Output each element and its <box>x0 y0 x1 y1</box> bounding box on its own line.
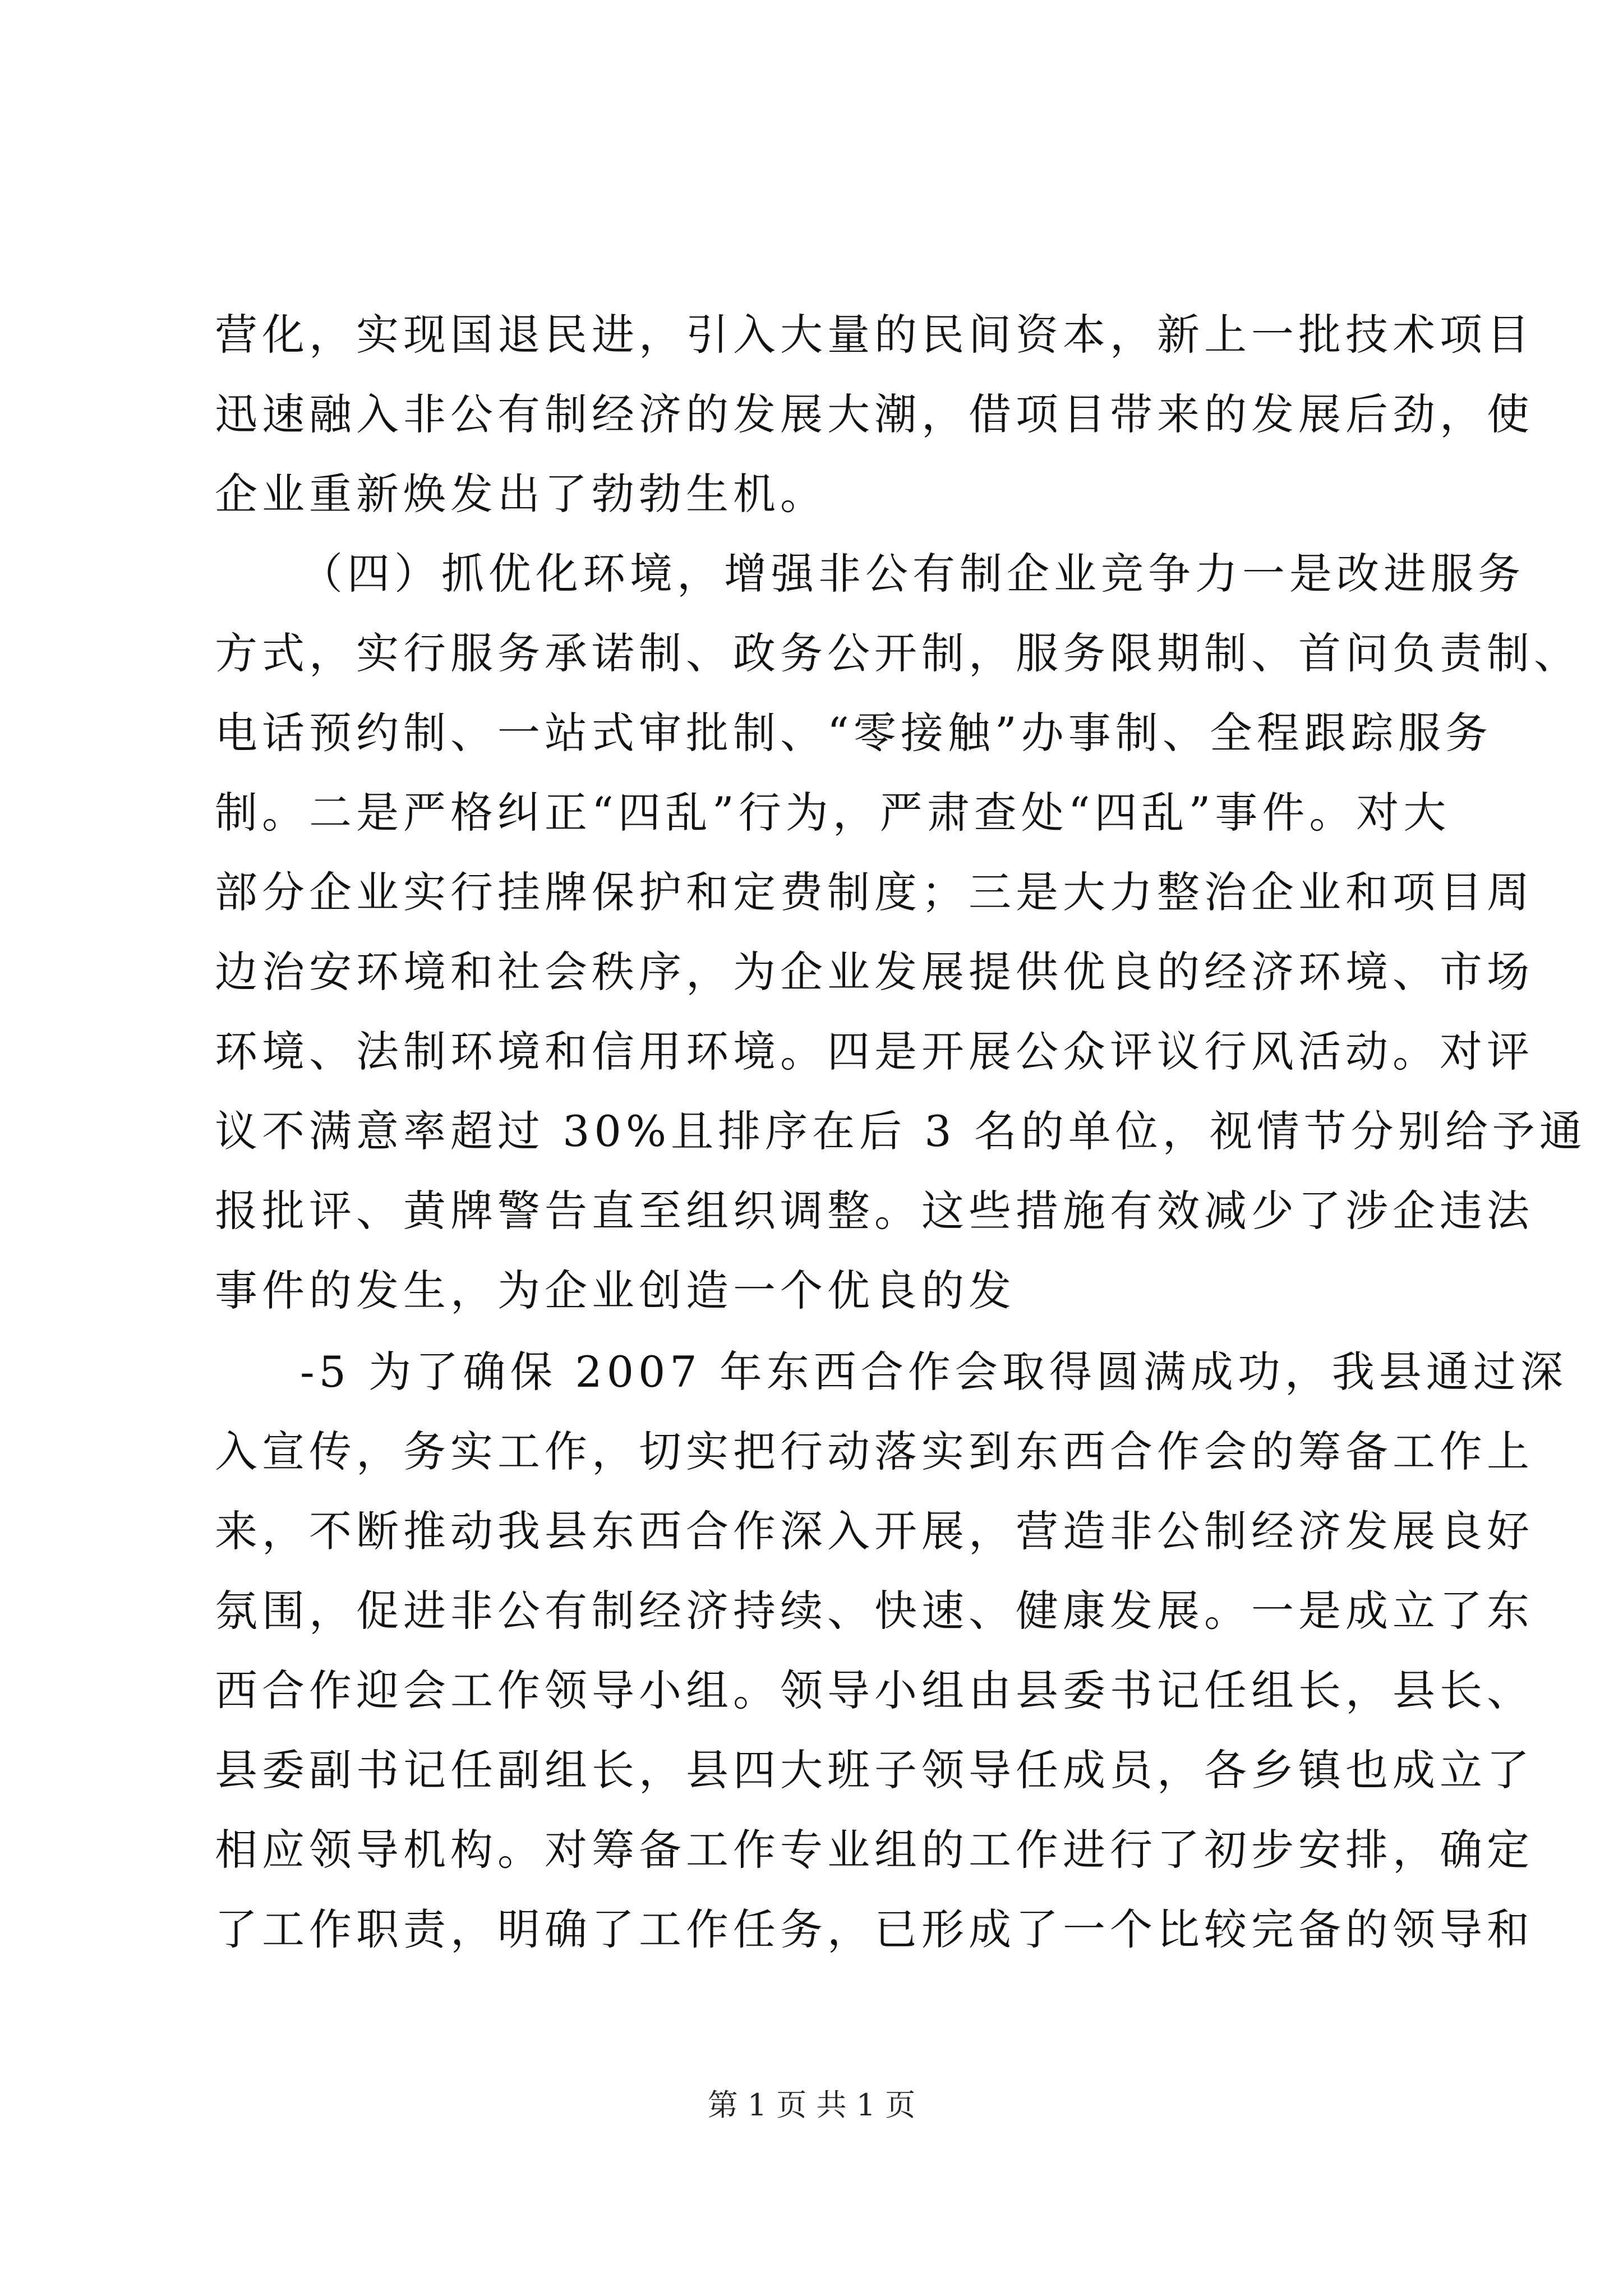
paragraph-line: 环境、法制环境和信用环境。四是开展公众评议行风活动。对评 <box>215 1027 1534 1076</box>
paragraph-line: 事件的发生，为企业创造一个优良的发 <box>215 1266 1016 1315</box>
paragraph-line: 议不满意率超过 30%且排序在后 3 名的单位，视情节分别给予通 <box>215 1106 1587 1156</box>
paragraph-line: 西合作迎会工作领导小组。领导小组由县委书记任组长，县长、 <box>215 1665 1534 1715</box>
paragraph-line: （四）抓优化环境，增强非公有制企业竞争力一是改进服务 <box>300 549 1525 599</box>
paragraph-line: 报批评、黄牌警告直至组织调整。这些措施有效减少了涉企违法 <box>215 1186 1534 1236</box>
paragraph-line: 来，不断推动我县东西合作深入开展，营造非公制经济发展良好 <box>215 1506 1534 1556</box>
paragraph-line: -5 为了确保 2007 年东西合作会取得圆满成功，我县通过深 <box>300 1347 1567 1397</box>
paragraph-line: 相应领导机构。对筹备工作专业组的工作进行了初步安排，确定 <box>215 1825 1534 1875</box>
paragraph-line: 部分企业实行挂牌保护和定费制度；三是大力整治企业和项目周 <box>215 867 1534 917</box>
paragraph-line: 营化，实现国退民进，引入大量的民间资本，新上一批技术项目 <box>215 310 1534 360</box>
paragraph-line: 方式，实行服务承诺制、政务公开制，服务限期制、首问负责制、 <box>215 628 1581 678</box>
paragraph-line: 制。二是严格纠正“四乱”行为，严肃查处“四乱”事件。对大 <box>215 788 1451 838</box>
paragraph-line: 电话预约制、一站式审批制、“零接触”办事制、全程跟踪服务 <box>215 708 1492 758</box>
paragraph-line: 边治安环境和社会秩序，为企业发展提供优良的经济环境、市场 <box>215 947 1534 997</box>
paragraph-line: 县委副书记任副组长，县四大班子领导任成员，各乡镇也成立了 <box>215 1745 1534 1795</box>
paragraph-line: 了工作职责，明确了工作任务，已形成了一个比较完备的领导和 <box>215 1904 1534 1954</box>
paragraph-line: 企业重新焕发出了勃勃生机。 <box>215 469 827 519</box>
page-footer: 第 1 页 共 1 页 <box>707 2087 916 2123</box>
paragraph-line: 入宣传，务实工作，切实把行动落实到东西合作会的筹备工作上 <box>215 1427 1534 1476</box>
paragraph-line: 迅速融入非公有制经济的发展大潮，借项目带来的发展后劲，使 <box>215 389 1534 439</box>
paragraph-line: 氛围，促进非公有制经济持续、快速、健康发展。一是成立了东 <box>215 1586 1534 1636</box>
